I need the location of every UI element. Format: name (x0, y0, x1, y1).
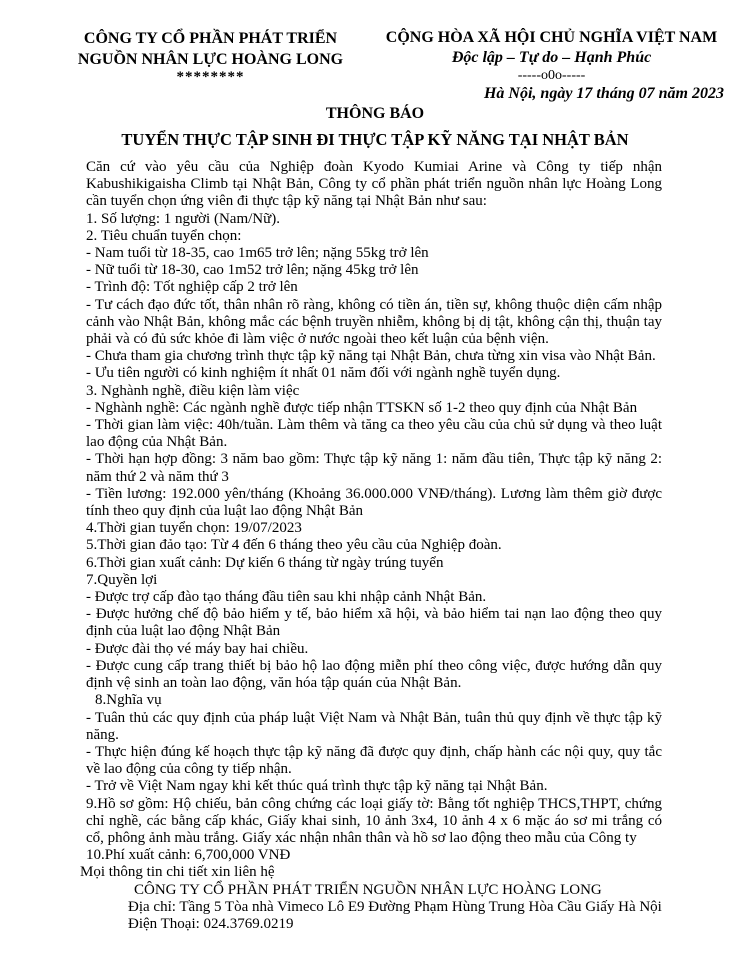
document-header (0, 0, 750, 103)
body-paragraph: 6.Thời gian xuất cảnh: Dự kiến 6 tháng từ ngày trúng tuyển (86, 554, 444, 571)
body-paragraph: - Tiền lương: 192.000 yên/tháng (Khoảng 36.000.000 VNĐ/tháng). Lương làm thêm giờ được tính theo quy định của luật lao động Nhật Bản (86, 485, 662, 520)
body-paragraph: 2. Tiêu chuẩn tuyển chọn: (86, 227, 242, 244)
body-paragraph: - Tuân thủ các quy định của pháp luật Việt Nam và Nhật Bản, tuân thủ quy định về thực tập kỹ năng. (86, 709, 662, 743)
body-paragraph: 7.Quyền lợi (86, 571, 158, 588)
body-paragraph: - Thực hiện đúng kế hoạch thực tập kỹ năng đã được quy định, chấp hành các nội quy, quy tắc về lao động của công ty tiếp nhận. (86, 743, 662, 778)
body-paragraph: - Trình độ: Tốt nghiệp cấp 2 trở lên (86, 279, 298, 296)
body-paragraph: 9.Hồ sơ gồm: Hộ chiếu, bản công chứng các loại giấy tờ: Bằng tốt nghiệp THCS,THPT, chứng chỉ nghề, các bằng cấp khác, Giấy khai sinh, 10 ảnh 3x4, 10 ảnh 4 x 6 mặc áo sơ mi trắng có cổ, phông ảnh màu trắng. Giấy xác nhận nhân thân và hồ sơ lao động theo mẫu của Công ty (86, 795, 662, 846)
national-title: CỘNG HÒA XÃ HỘI CHỦ NGHĨA VIỆT NAM (385, 29, 718, 46)
issuing-company-block (58, 28, 363, 103)
body-paragraph: - Được cung cấp trang thiết bị bảo hộ lao động miễn phí theo công việc, được hướng dẫn quy định vệ sinh an toàn lao động, văn hóa tập quán của Nhật Bản. (86, 657, 662, 692)
contact-company-name: CÔNG TY CỔ PHẦN PHÁT TRIỂN NGUỒN NHÂN LỰC HOÀNG LONG (134, 881, 602, 898)
body-paragraph: - Được trợ cấp đào tạo tháng đầu tiên sau khi nhập cảnh Nhật Bản. (86, 589, 487, 606)
body-paragraph: - Nghành nghề: Các ngành nghề được tiếp nhận TTSKN số 1-2 theo quy định của Nhật Bản (86, 399, 638, 416)
body-paragraph: 10.Phí xuất cảnh: 6,700,000 VNĐ (86, 847, 291, 864)
body-paragraph: - Thời hạn hợp đồng: 3 năm bao gồm: Thực tập kỹ năng 1: năm đầu tiên, Thực tập kỹ năng 2: năm thứ 2 và năm thứ 3 (86, 451, 662, 485)
body-paragraph: 8.Nghĩa vụ (95, 692, 162, 709)
body-paragraph: 3. Nghành nghề, điều kiện làm việc (86, 382, 300, 399)
body-paragraph: - Được hưởng chế độ bảo hiểm y tế, bảo hiểm xã hội, và bảo hiểm tai nạn lao động theo quy định của luật lao động Nhật Bản (86, 606, 662, 640)
body-paragraph: - Chưa tham gia chương trình thực tập kỹ năng tại Nhật Bản, chưa từng xin visa vào Nhật Bản. (86, 348, 656, 365)
contact-phone: Điện Thoại: 024.3769.0219 (128, 915, 294, 932)
contact-address: Địa chỉ: Tầng 5 Tòa nhà Vimeco Lô E9 Đường Phạm Hùng Trung Hòa Cầu Giấy Hà Nội (128, 898, 662, 915)
body-paragraph: 4.Thời gian tuyển chọn: 19/07/2023 (86, 520, 302, 537)
body-paragraph: 1. Số lượng: 1 người (Nam/Nữ). (86, 210, 280, 227)
contact-intro: Mọi thông tin chi tiết xin liên hệ (80, 864, 275, 881)
body-paragraph: - Thời gian làm việc: 40h/tuần. Làm thêm và tăng ca theo yêu cầu của chủ sử dụng và theo luật lao động của Nhật Bản. (86, 417, 662, 451)
body-paragraph: Căn cứ vào yêu cầu của Nghiệp đoàn Kyodo Kumiai Arine và Công ty tiếp nhận Kabushikigaisha Climb tại Nhật Bản, Công ty cổ phần phát triển nguồn nhân lực Hoàng Long cần tuyển chọn ứng viên đi thực tập kỹ năng tại Nhật Bản như sau: (86, 159, 662, 210)
national-header-block (379, 28, 724, 103)
body-paragraph: - Ưu tiên người có kinh nghiệm ít nhất 01 năm đối với ngành nghề tuyển dụng. (86, 365, 561, 382)
body-paragraph: 5.Thời gian đảo tạo: Từ 4 đến 6 tháng theo yêu cầu của Nghiệp đoàn. (86, 537, 502, 554)
body-paragraph: - Trở về Việt Nam ngay khi kết thúc quá trình thực tập kỹ năng tại Nhật Bản. (86, 778, 548, 795)
national-motto: Độc lập – Tự do – Hạnh Phúc (451, 49, 652, 66)
document-subtitle: TUYỂN THỰC TẬP SINH ĐI THỰC TẬP KỸ NĂNG TẠI NHẬT BẢN (121, 130, 629, 149)
issuing-company-line2: NGUỒN NHÂN LỰC HOÀNG LONG (77, 51, 344, 68)
document-body (86, 159, 662, 864)
separator-o0o: -----o0o----- (517, 68, 586, 83)
separator-stars: ******** (176, 69, 245, 85)
body-paragraph: - Nam tuổi từ 18-35, cao 1m65 trở lên; nặng 55kg trở lên (86, 245, 429, 262)
body-paragraph: - Được đài thọ vé máy bay hai chiều. (86, 640, 309, 657)
document-footer (0, 864, 750, 933)
document-title: THÔNG BÁO (325, 105, 425, 122)
issuing-company-line1: CÔNG TY CỔ PHẦN PHÁT TRIỂN (83, 30, 338, 47)
date-line: Hà Nội, ngày 17 tháng 07 năm 2023 (483, 85, 724, 102)
body-paragraph: - Tư cách đạo đức tốt, thân nhân rõ ràng, không có tiền án, tiền sự, không thuộc diện cấm nhập cảnh vào Nhật Bản, không mắc các bệnh truyền nhiễm, không bị dị tật, không cận thị, thuận tay phải và có đủ sức khỏe đi làm việc ở nước ngoài theo kết luận của bệnh viện. (86, 296, 662, 348)
body-paragraph: - Nữ tuổi từ 18-30, cao 1m52 trở lên; nặng 45kg trở lên (86, 262, 419, 279)
